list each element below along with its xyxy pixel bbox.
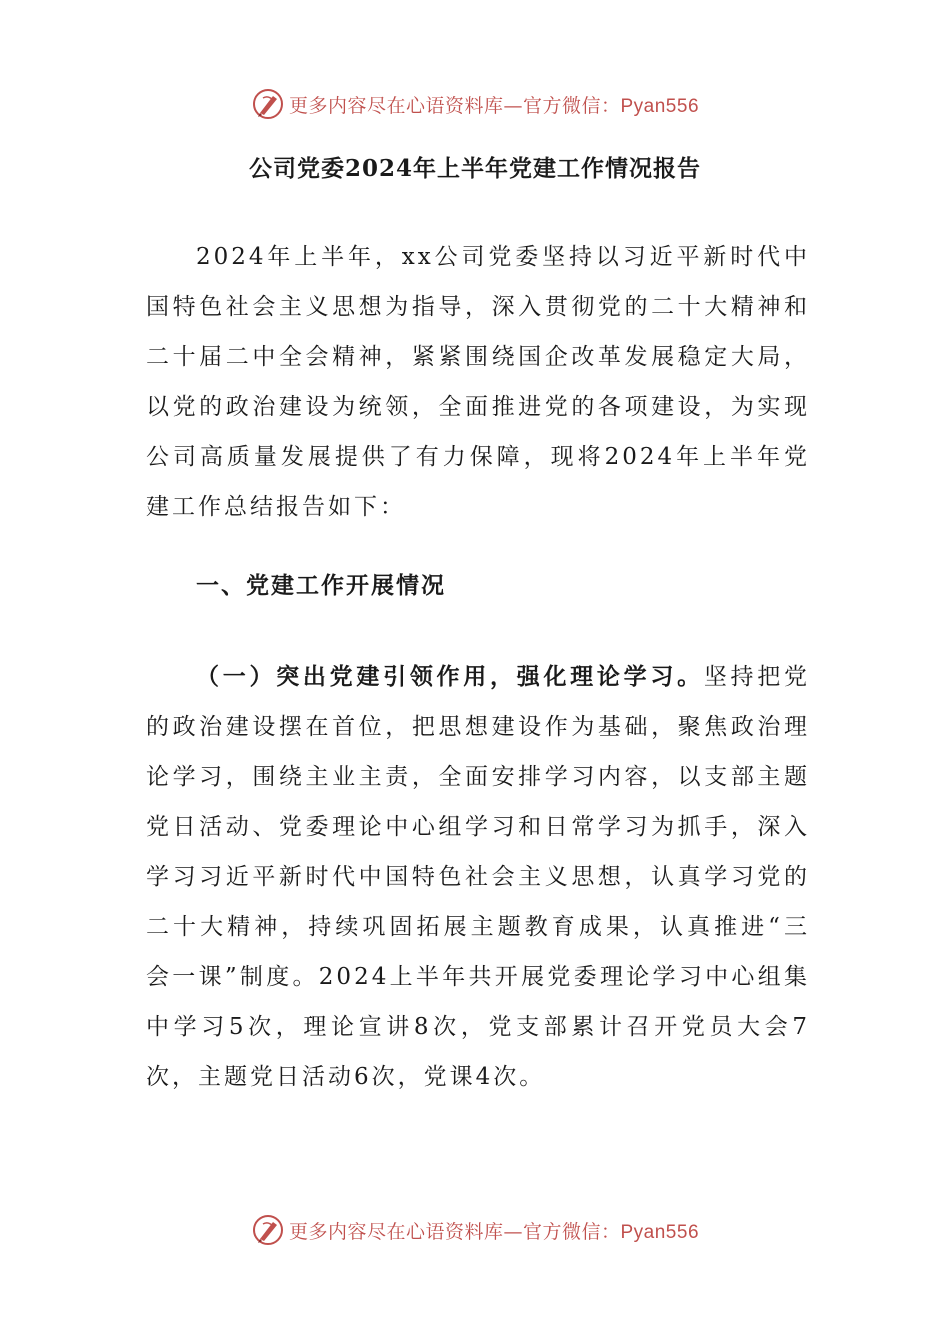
subsection-lead: （一）突出党建引领作用，强化理论学习。: [196, 663, 704, 690]
pen-logo-icon: [251, 1213, 285, 1247]
subsection-paragraph: [146, 652, 810, 1102]
subsection-body: 坚持把党的政治建设摆在首位，把思想建设作为基础，聚焦政治理论学习，围绕主业主责，全面安排学习内容，以支部主题党日活动、党委理论中心组学习和日常学习为抓手，深入学习习近平新时代中国特色社会主义思想，认真学习党的二十大精神，持续巩固拓展主题教育成果，认真推进“三会一课”制度。2024上半年共开展党委理论学习中心组集中学习5次，理论宣讲8次，党支部累计召开党员大会7次，主题党日活动6次，党课4次。: [146, 664, 811, 1090]
pen-logo-icon: [251, 87, 285, 121]
watermark-banner-top: [0, 84, 950, 124]
document-title: 公司党委2024年上半年党建工作情况报告: [248, 155, 701, 182]
watermark-text: 更多内容尽在心语资料库—官方微信：Pyan556: [288, 94, 700, 117]
intro-paragraph: 2024年上半年，xx公司党委坚持以习近平新时代中国特色社会主义思想为指导，深入贯彻党的二十大精神和二十届二中全会精神，紧紧围绕国企改革发展稳定大局，以党的政治建设为统领，全面推进党的各项建设，为实现公司高质量发展提供了有力保障，现将2024年上半年党建工作总结报告如下：: [146, 244, 810, 520]
section-heading: 一、党建工作开展情况: [196, 572, 446, 599]
watermark-banner-bottom: [0, 1210, 950, 1250]
watermark-text: 更多内容尽在心语资料库—官方微信：Pyan556: [288, 1220, 700, 1243]
